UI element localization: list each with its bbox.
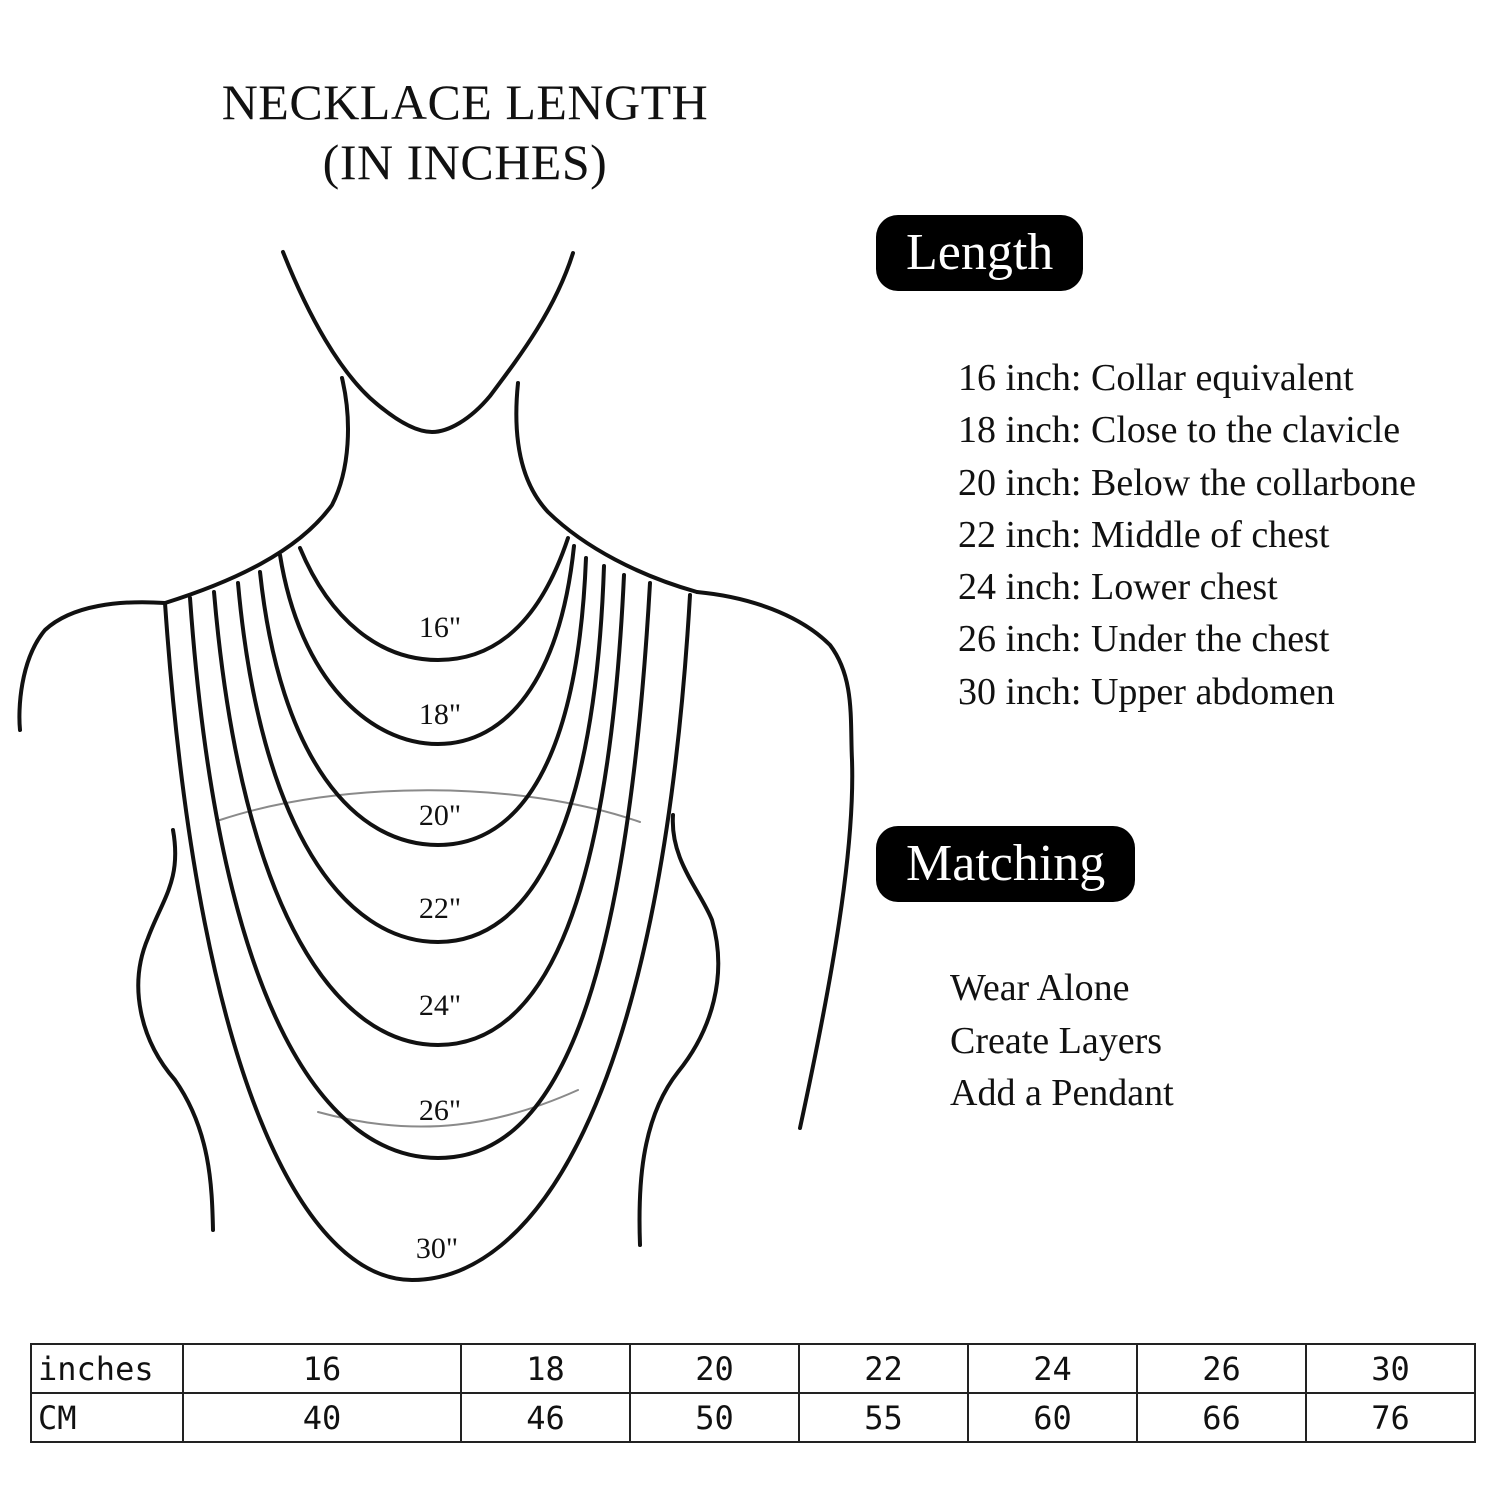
right-shoulder-outline — [697, 592, 852, 1128]
length-description-item: 18 inch: Close to the clavicle — [958, 409, 1401, 452]
length-label-24: 24" — [418, 989, 462, 1022]
table-row-header: inches — [31, 1344, 183, 1393]
length-description-item: 16 inch: Collar equivalent — [958, 357, 1354, 399]
table-cell: 30 — [1306, 1344, 1475, 1393]
length-label-22: 22" — [418, 892, 462, 925]
neck-right-outline — [516, 383, 697, 592]
necklace-26 — [190, 583, 650, 1158]
table-cell: 20 — [630, 1344, 799, 1393]
length-label-30: 30" — [415, 1232, 459, 1265]
matching-item: Wear Alone — [950, 967, 1130, 1009]
table-cell: 22 — [799, 1344, 968, 1393]
table-row-header: CM — [31, 1393, 183, 1442]
table-cell: 66 — [1137, 1393, 1306, 1442]
table-cell: 18 — [461, 1344, 630, 1393]
table-cell: 55 — [799, 1393, 968, 1442]
size-conversion-table — [30, 1343, 1476, 1443]
right-torso-outline — [639, 815, 718, 1245]
title-line-2: (IN INCHES) — [322, 134, 608, 190]
length-description-item: 20 inch: Below the collarbone — [958, 461, 1416, 504]
table-cell: 40 — [183, 1393, 461, 1442]
matching-item: Add a Pendant — [950, 1072, 1174, 1114]
matching-item: Create Layers — [950, 1019, 1163, 1062]
length-label-16: 16" — [418, 611, 462, 644]
length-description-item: 26 inch: Under the chest — [958, 618, 1330, 661]
left-torso-outline — [138, 830, 213, 1230]
table-cell: 26 — [1137, 1344, 1306, 1393]
table-cell: 46 — [461, 1393, 630, 1442]
length-heading-badge: Length — [876, 215, 1083, 291]
table-cell: 24 — [968, 1344, 1137, 1393]
length-label-26: 26" — [418, 1094, 462, 1127]
table-cell: 60 — [968, 1393, 1137, 1442]
length-label-18: 18" — [418, 698, 462, 731]
length-description-item: 30 inch: Upper abdomen — [958, 670, 1335, 713]
table-cell: 16 — [183, 1344, 461, 1393]
table-cell: 50 — [630, 1393, 799, 1442]
head-outline — [283, 252, 573, 432]
matching-list — [950, 962, 1174, 1120]
table-row-cm — [31, 1393, 1475, 1442]
matching-heading-badge: Matching — [876, 826, 1135, 902]
length-description-list — [958, 352, 1416, 718]
left-shoulder-outline — [19, 602, 165, 730]
length-description-item: 22 inch: Middle of chest — [958, 513, 1330, 556]
neck-left-outline — [165, 378, 348, 603]
table-row-inches — [31, 1344, 1475, 1393]
title-line-1: NECKLACE LENGTH — [221, 74, 709, 130]
table-cell: 76 — [1306, 1393, 1475, 1442]
length-label-20: 20" — [418, 799, 462, 832]
length-description-item: 24 inch: Lower chest — [958, 566, 1278, 609]
